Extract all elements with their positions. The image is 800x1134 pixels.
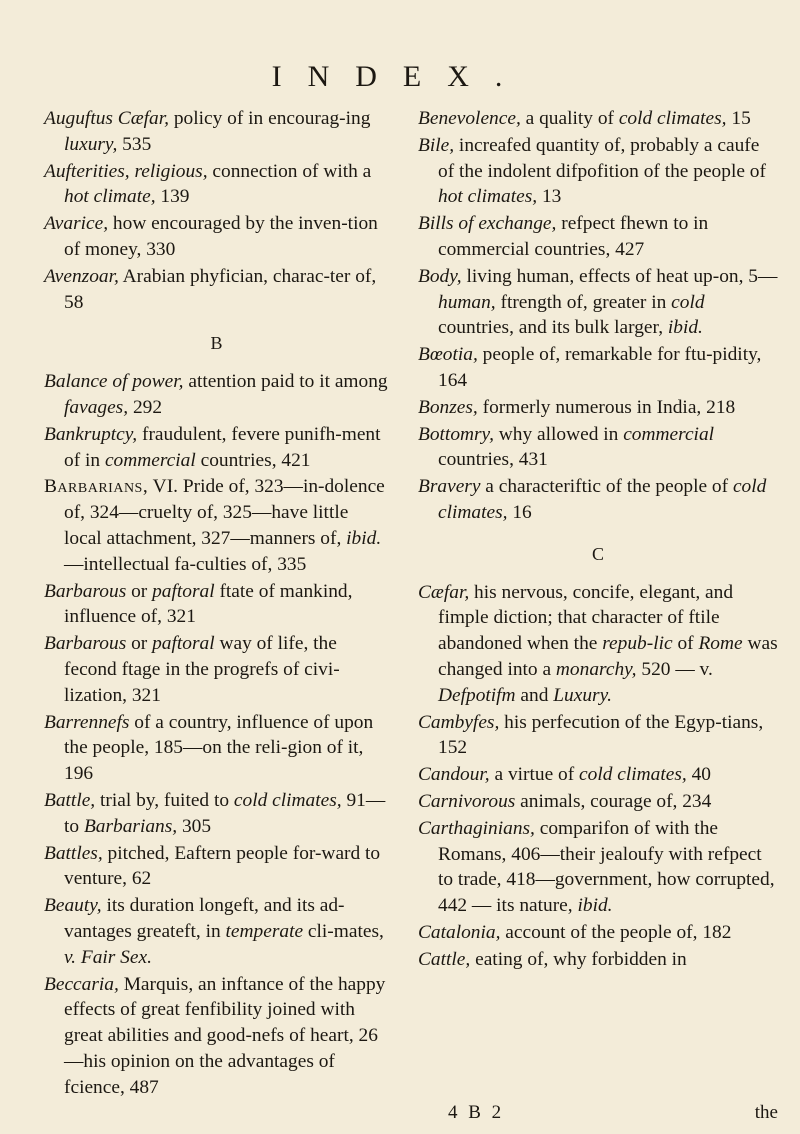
index-entry: Barbarous or paftoral ftate of mankind, influence of, 321 [44,580,353,628]
index-entry: Bile, increafed quantity of, probably a caufe of the indolent difpofition of the people of hot climates, 13 [418,134,766,208]
index-entry: Battle, trial by, fuited to cold climates, 91—to Barbarians, 305 [44,789,386,837]
index-entry: Catalonia, account of the people of, 182 [418,921,732,943]
index-entry: Candour, a virtue of cold climates, 40 [418,764,711,786]
index-entry: Carnivorous animals, courage of, 234 [418,790,712,812]
index-entry: Beccaria, Marquis, an inftance of the happy effects of great fenfibility joined with great abilities and good-nefs of heart, 26—his opinion on the advantages of fcience, 487 [44,973,386,1098]
index-entry: Barbarous or paftoral way of life, the fecond ftage in the progrefs of civi-lization, 321 [44,633,340,706]
index-entry: Aufterities, religious, connection of with a hot climate, 139 [44,160,372,208]
index-entry: Benevolence, a quality of cold climates, 15 [418,108,751,129]
index-entry: Bottomry, why allowed in commercial countries, 431 [418,423,715,471]
index-entry: Avarice, how encouraged by the inven-tion of money, 330 [44,213,378,260]
index-entry: Barrennefs of a country, influence of upon the people, 185—on the reli-gion of it, 196 [44,711,374,785]
section-letter-c: C [591,543,604,564]
index-entry: Battles, pitched, Eaftern people for-ward to venture, 62 [44,842,381,890]
index-entry: Balance of power, attention paid to it among favages, 292 [44,371,388,418]
section-letter-b: B [210,333,223,354]
index-entry: Beauty, its duration longeft, and its ad-vantages greateft, in temperate cli-mates, v. Fair Sex. [44,895,384,968]
catchword: the [754,1102,778,1123]
index-entry: Bonzes, formerly numerous in India, 218 [418,396,736,418]
index-entry: Auguftus Cæfar, policy of in encourag-ing luxury, 535 [44,108,371,155]
index-entry: Bills of exchange, refpect fhewn to in commercial countries, 427 [418,213,709,260]
index-entry: Bravery a characteriftic of the people of cold climates, 16 [418,476,767,523]
index-entry: Cæfar, his nervous, concife, elegant, and fimple diction; that character of ftile abandoned when the repub-lic of Rome was changed into a monarchy, 520 — v. Defpotifm and Luxury. [418,581,778,706]
index-entry: Barbarians, VI. Pride of, 323—in-dolence of, 324—cruelty of, 325—have little local attachment, 327—manners of, ibid.—intellectual fa-culties of, 335 [44,476,385,575]
page-title: INDEX. [271,60,529,93]
signature-mark: 4 B 2 [448,1102,505,1123]
index-entry: Carthaginians, comparifon of with the Romans, 406—their jealoufy with refpect to trade, 418—government, how corrupted, 442 — its nature, ibid. [418,817,775,917]
index-entry: Bankruptcy, fraudulent, fevere punifh-ment of in commercial countries, 421 [44,423,381,471]
right-column [418,106,778,974]
index-entry: Body, living human, effects of heat up-on, 5—human, ftrength of, greater in cold countries, and its bulk larger, ibid. [418,265,778,339]
index-entry: Cattle, eating of, why forbidden in [418,948,687,970]
index-entry: Avenzoar, Arabian phyfician, charac-ter of, 58 [44,265,377,313]
left-column [44,106,389,1101]
page-footer [418,1102,778,1124]
index-entry: Bœotia, people of, remarkable for ftu-pidity, 164 [418,344,762,391]
index-entry: Cambyfes, his perfecution of the Egyp-tians, 152 [418,711,764,759]
